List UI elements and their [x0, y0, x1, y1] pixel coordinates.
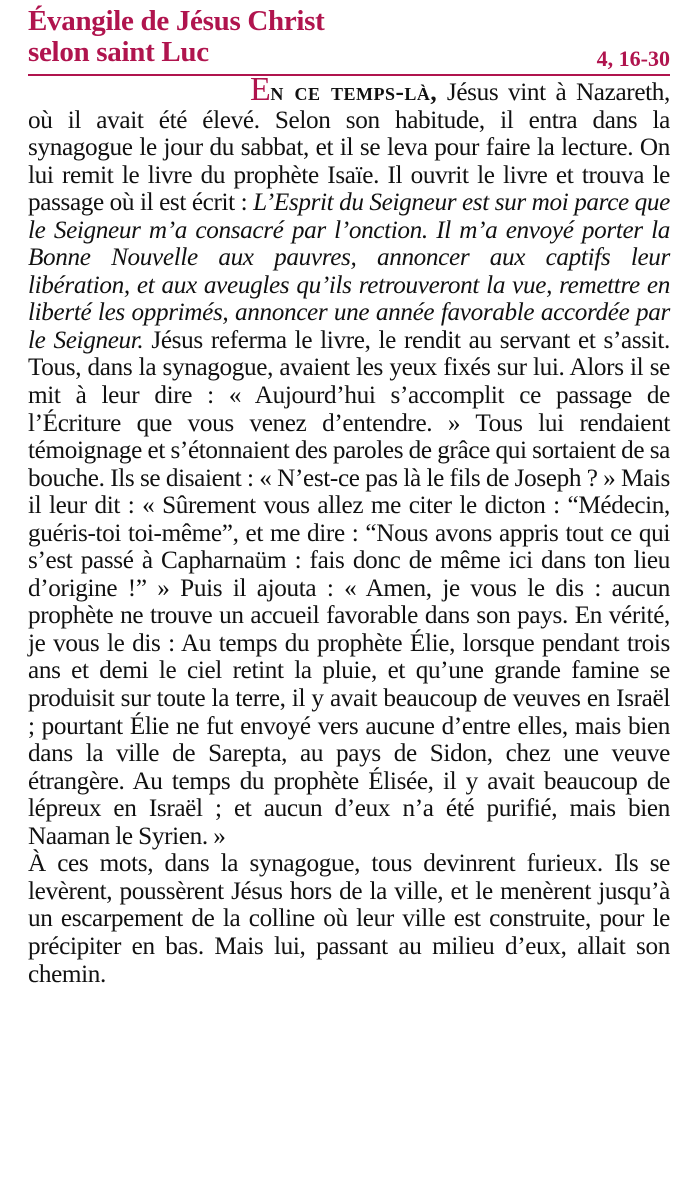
reading-title — [28, 6, 325, 68]
title-line-1: Évangile de Jésus Christ — [28, 5, 325, 37]
scripture-reference: 4, 16-30 — [596, 46, 670, 71]
gospel-text — [28, 71, 670, 988]
paragraph-2: À ces mots, dans la synagogue, tous devinrent furieux. Ils se levèrent, poussèrent Jésus hors de la ville, et le menèrent jusqu’à un escarpement de la colline où leur ville est construite, pour le précipiter en bas. Mais lui, passant au milieu d’eux, allait son chemin. — [28, 850, 670, 988]
opening-words: n ce temps-là, — [270, 79, 438, 106]
paragraph-1-part-b: Jésus referma le livre, le rendit au servant et s’assit. Tous, dans la synagogue, avaient les yeux fixés sur lui. Alors il se mit à leur dire : « Aujourd’hui s’accomplit ce passage de l’Écriture que vous venez d’entendre. » Tous lui rendaient témoignage et s’étonnaient des paroles de grâce qui sortaient de sa bouche. Ils se disaient : « N’est-ce pas là le fils de Joseph ? » Mais il leur dit : « Sûrement vous allez me citer le dicton : “Médecin, guéris-toi toi-même”, et me dire : “Nous avons appris tout ce qui s’est passé à Capharnaüm : fais donc de même ici dans ton lieu d’origine !” » Puis il ajouta : « Amen, je vous le dis : aucun prophète ne trouve un accueil favorable dans son pays. En vérité, je vous le dis : Au temps du prophète Élie, lorsque pendant trois ans et demi le ciel retint la pluie, et qu’une grande famine se produisit sur toute la terre, il y avait beaucoup de veuves en Israël ; pourtant Élie ne fut envoyé vers aucune d’entre elles, mais bien dans la ville de Sarepta, au pays de Sidon, chez une veuve étrangère. Au temps du prophète Élisée, il y avait beaucoup de lépreux en Israël ; et aucun d’eux n’a été purifié, mais bien Naaman le Syrien. » — [28, 326, 670, 850]
reading-header — [28, 6, 670, 76]
paragraph-1-part-a: Jésus vint à Nazareth, où il avait été élevé. Selon son habitude, il entra dans la synagogue le jour du sabbat, et il se leva pour faire la lecture. On lui remit le livre du prophète Isaïe. Il ouvrit le livre et trouva le passage où il est écrit : — [28, 79, 670, 217]
drop-cap: E — [250, 71, 271, 108]
isaiah-quotation: L’Esprit du Seigneur est sur moi parce que le Seigneur m’a consacré par l’onction. Il m’a envoyé porter la Bonne Nouvelle aux pauvres, annoncer aux captifs leur libération, et aux aveugles qu’ils retrouveront la vue, remettre en liberté les opprimés, annoncer une année favorable accordée par le Seigneur. — [28, 189, 670, 354]
title-line-2: selon saint Luc — [28, 36, 209, 68]
paragraph-1 — [28, 71, 670, 850]
